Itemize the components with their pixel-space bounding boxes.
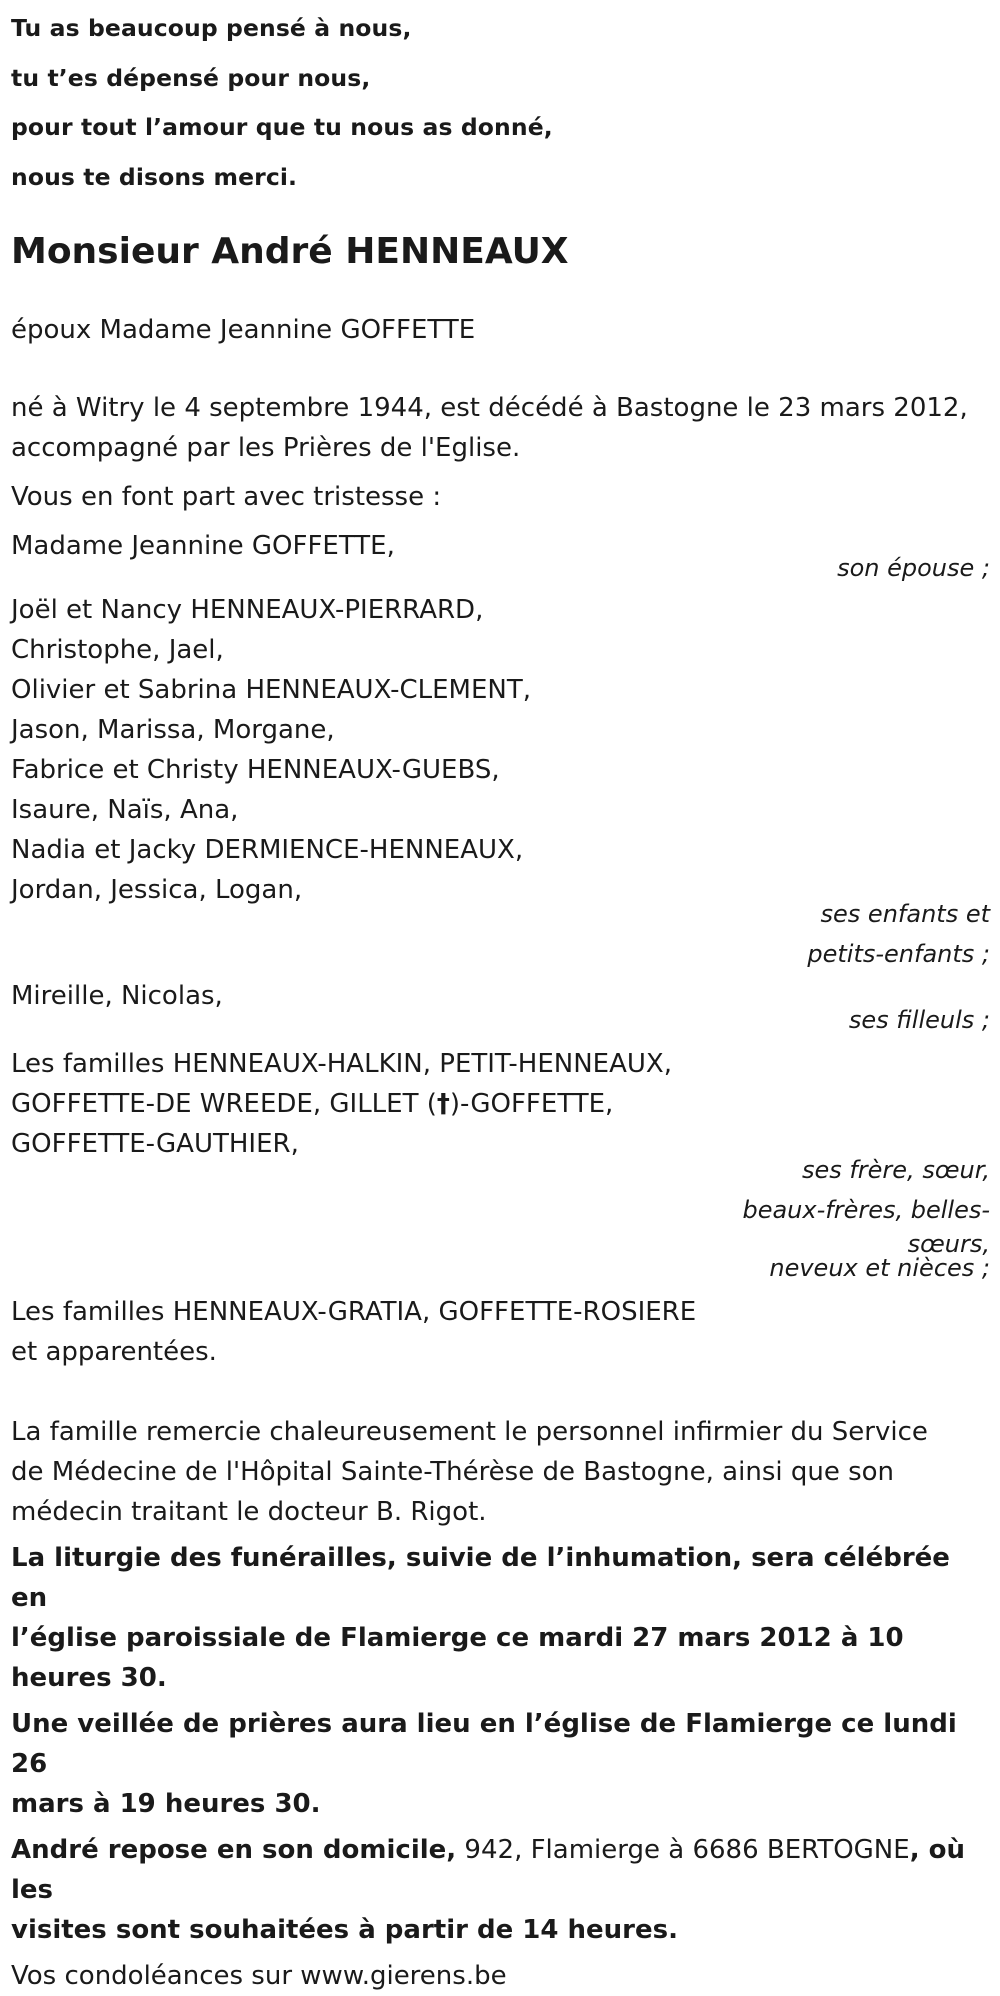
family-children <box>11 590 990 974</box>
condolences-line: Vos condoléances sur www.gierens.be <box>11 1961 507 1991</box>
family-role: ses enfants et <box>820 900 990 928</box>
funeral-info <box>11 1538 990 1698</box>
repose-bold: , où les <box>11 1835 965 1905</box>
family-role: ses frère, sœur, <box>801 1156 990 1184</box>
family-name-line: Nadia et Jacky DERMIENCE-HENNEAUX, <box>11 835 524 865</box>
thanks-paragraph <box>11 1412 990 1532</box>
birth-death-line: accompagné par les Prières de l'Eglise. <box>11 433 521 463</box>
family-name-line: Christophe, Jael, <box>11 635 224 665</box>
family-role: beaux-frères, belles- <box>742 1196 990 1224</box>
repose-line <box>11 1830 990 1910</box>
family-name-part: GOFFETTE-DE WREEDE, GILLET ( <box>11 1089 437 1119</box>
intro-line: Vous en font part avec tristesse : <box>11 482 442 512</box>
repose-bold: André repose en son domicile, <box>11 1835 457 1865</box>
poem-line: tu t’es dépensé pour nous, <box>11 63 371 92</box>
funeral-line: La liturgie des funérailles, suivie de l’inhumation, sera célébrée en <box>11 1543 950 1613</box>
family-godchildren <box>11 976 990 1040</box>
thanks-line: La famille remercie chaleureusement le personnel infirmier du Service <box>11 1417 928 1447</box>
birth-death-line: né à Witry le 4 septembre 1944, est décédé à Bastogne le 23 mars 2012, <box>11 393 968 423</box>
family-role: petits-enfants ; <box>807 940 990 968</box>
family-name-line: Jason, Marissa, Morgane, <box>11 715 335 745</box>
family-name-line: et apparentées. <box>11 1337 217 1367</box>
vigil-info <box>11 1704 990 1824</box>
family-name-part: )-GOFFETTE, <box>449 1089 614 1119</box>
family-name-line: Les familles HENNEAUX-HALKIN, PETIT-HENNEAUX, <box>11 1049 672 1079</box>
family-role: sœurs, <box>907 1230 990 1258</box>
family-name-line: Joël et Nancy HENNEAUX-PIERRARD, <box>11 595 484 625</box>
poem <box>11 0 990 202</box>
family-name-line <box>11 1084 990 1124</box>
vigil-line: Une veillée de prières aura lieu en l’église de Flamierge ce lundi 26 <box>11 1709 957 1779</box>
family-name-line: Jordan, Jessica, Logan, <box>11 875 303 905</box>
family-name-line: Fabrice et Christy HENNEAUX-GUEBS, <box>11 755 500 785</box>
poem-line: pour tout l’amour que tu nous as donné, <box>11 113 553 141</box>
family-role: neveux et nièces ; <box>769 1254 990 1282</box>
family-name-line: Madame Jeannine GOFFETTE, <box>11 531 395 561</box>
vigil-line: mars à 19 heures 30. <box>11 1789 321 1819</box>
family-name-line: Olivier et Sabrina HENNEAUX-CLEMENT, <box>11 675 531 705</box>
family-role: ses filleuls ; <box>848 1006 990 1034</box>
cross-icon: † <box>436 1089 450 1119</box>
family-siblings <box>11 1044 990 1282</box>
repose-line: visites sont souhaitées à partir de 14 heures. <box>11 1915 678 1945</box>
repose-address: 942, Flamierge à 6686 BERTOGNE <box>456 1835 910 1865</box>
family-name-line: GOFFETTE-GAUTHIER, <box>11 1129 299 1159</box>
funeral-line: l’église paroissiale de Flamierge ce mardi 27 mars 2012 à 10 heures 30. <box>11 1623 904 1693</box>
birth-death-info <box>11 388 990 468</box>
family-name-line: Isaure, Naïs, Ana, <box>11 795 239 825</box>
thanks-line: médecin traitant le docteur B. Rigot. <box>11 1497 487 1527</box>
family-spouse <box>11 526 990 588</box>
thanks-line: de Médecine de l'Hôpital Sainte-Thérèse de Bastogne, ainsi que son <box>11 1457 895 1487</box>
spouse-line: époux Madame Jeannine GOFFETTE <box>11 315 476 345</box>
family-name-line: Les familles HENNEAUX-GRATIA, GOFFETTE-ROSIERE <box>11 1297 697 1327</box>
family-name-line: Mireille, Nicolas, <box>11 981 223 1011</box>
family-related <box>11 1292 990 1372</box>
poem-line: Tu as beaucoup pensé à nous, <box>11 14 412 42</box>
poem-line: nous te disons merci. <box>11 162 298 191</box>
repose-info <box>11 1830 990 1950</box>
deceased-name: Monsieur André HENNEAUX <box>11 231 569 272</box>
family-role: son épouse ; <box>837 554 990 582</box>
